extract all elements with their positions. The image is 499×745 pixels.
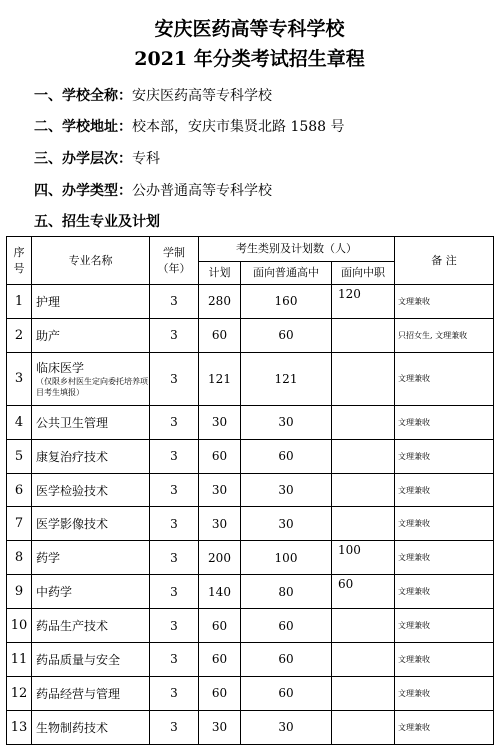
cell-note: 文理兼收 [395, 405, 494, 439]
cell-years: 3 [150, 643, 199, 677]
table-row [7, 609, 494, 643]
cell-name-note: （仅限乡村医生定向委托培养项目考生填报） [36, 377, 148, 398]
cell-note: 文理兼收 [395, 541, 494, 575]
cell-years: 3 [150, 710, 199, 744]
cell-plan: 30 [199, 473, 241, 507]
cell-years: 3 [150, 473, 199, 507]
cell-high-school: 30 [241, 405, 332, 439]
cell-no: 13 [7, 710, 32, 744]
info-value: 安庆医药高等专科学校 [132, 88, 272, 104]
cell-high-school: 60 [241, 643, 332, 677]
cell-name: 康复治疗技术 [32, 439, 150, 473]
cell-note: 文理兼收 [395, 473, 494, 507]
cell-name: 医学影像技术 [32, 507, 150, 541]
cell-name: 药品质量与安全 [32, 643, 150, 677]
info-key: 四、办学类型： [34, 183, 132, 199]
table-row [7, 507, 494, 541]
info-key: 三、办学层次： [34, 151, 132, 167]
col-header-high-school: 面向普通高中 [241, 262, 332, 285]
info-school-name [34, 87, 272, 105]
table-header-row [7, 237, 494, 262]
info-enrollment-heading [34, 213, 160, 231]
cell-plan: 60 [199, 318, 241, 352]
cell-note: 文理兼收 [395, 676, 494, 710]
cell-high-school: 60 [241, 609, 332, 643]
cell-vocational: 100 [332, 541, 395, 575]
cell-years: 3 [150, 318, 199, 352]
cell-name: 生物制药技术 [32, 710, 150, 744]
cell-plan: 121 [199, 352, 241, 405]
cell-years: 3 [150, 285, 199, 319]
cell-note: 文理兼收 [395, 575, 494, 609]
cell-plan: 140 [199, 575, 241, 609]
cell-no: 1 [7, 285, 32, 319]
cell-vocational: 60 [332, 575, 395, 609]
info-key: 五、招生专业及计划 [34, 214, 160, 230]
info-key: 二、学校地址： [34, 119, 132, 135]
cell-note: 文理兼收 [395, 352, 494, 405]
cell-vocational [332, 473, 395, 507]
col-header-note: 备 注 [395, 237, 494, 285]
cell-years: 3 [150, 405, 199, 439]
cell-no: 10 [7, 609, 32, 643]
cell-no: 9 [7, 575, 32, 609]
cell-no: 12 [7, 676, 32, 710]
cell-note: 文理兼收 [395, 439, 494, 473]
cell-note: 文理兼收 [395, 285, 494, 319]
col-header-plan: 计划 [199, 262, 241, 285]
cell-high-school: 60 [241, 439, 332, 473]
col-header-no: 序 号 [7, 237, 32, 285]
cell-note: 文理兼收 [395, 507, 494, 541]
cell-name: 护理 [32, 285, 150, 319]
table-row [7, 643, 494, 677]
enrollment-plan-table [6, 236, 494, 745]
info-value: 公办普通高等专科学校 [132, 183, 272, 199]
cell-no: 4 [7, 405, 32, 439]
info-school-type [34, 182, 272, 200]
table-row [7, 439, 494, 473]
cell-vocational [332, 710, 395, 744]
cell-vocational [332, 507, 395, 541]
cell-name: 药品经营与管理 [32, 676, 150, 710]
cell-plan: 60 [199, 643, 241, 677]
cell-vocational [332, 676, 395, 710]
cell-plan: 30 [199, 507, 241, 541]
cell-name: 药品生产技术 [32, 609, 150, 643]
cell-high-school: 30 [241, 507, 332, 541]
cell-years: 3 [150, 541, 199, 575]
cell-note: 文理兼收 [395, 609, 494, 643]
cell-vocational [332, 643, 395, 677]
cell-no: 5 [7, 439, 32, 473]
cell-name: 药学 [32, 541, 150, 575]
table-row [7, 285, 494, 319]
cell-name: 助产 [32, 318, 150, 352]
cell-vocational [332, 609, 395, 643]
cell-years: 3 [150, 609, 199, 643]
cell-vocational [332, 439, 395, 473]
cell-note: 只招女生, 文理兼收 [395, 318, 494, 352]
document-title: 安庆医药高等专科学校 [154, 18, 345, 40]
cell-plan: 30 [199, 710, 241, 744]
table-row [7, 352, 494, 405]
cell-high-school: 121 [241, 352, 332, 405]
cell-note: 文理兼收 [395, 710, 494, 744]
col-header-name: 专业名称 [32, 237, 150, 285]
cell-high-school: 160 [241, 285, 332, 319]
cell-high-school: 80 [241, 575, 332, 609]
cell-name [32, 352, 150, 405]
cell-no: 11 [7, 643, 32, 677]
table-row [7, 318, 494, 352]
cell-plan: 60 [199, 439, 241, 473]
cell-plan: 30 [199, 405, 241, 439]
cell-name: 医学检验技术 [32, 473, 150, 507]
info-key: 一、学校全称： [34, 88, 132, 104]
cell-years: 3 [150, 507, 199, 541]
col-header-years: 学制 （年） [150, 237, 199, 285]
col-header-vocational: 面向中职 [332, 262, 395, 285]
cell-high-school: 30 [241, 473, 332, 507]
cell-no: 8 [7, 541, 32, 575]
cell-plan: 60 [199, 676, 241, 710]
cell-note: 文理兼收 [395, 643, 494, 677]
cell-years: 3 [150, 439, 199, 473]
info-school-level [34, 150, 160, 168]
cell-name: 公共卫生管理 [32, 405, 150, 439]
cell-vocational [332, 318, 395, 352]
table-row [7, 575, 494, 609]
info-value: 专科 [132, 151, 160, 167]
table-row [7, 676, 494, 710]
info-school-address [34, 118, 345, 136]
cell-plan: 60 [199, 609, 241, 643]
cell-years: 3 [150, 352, 199, 405]
cell-vocational: 120 [332, 285, 395, 319]
cell-no: 3 [7, 352, 32, 405]
cell-no: 2 [7, 318, 32, 352]
cell-years: 3 [150, 575, 199, 609]
cell-high-school: 100 [241, 541, 332, 575]
cell-high-school: 30 [241, 710, 332, 744]
cell-name-main: 临床医学 [36, 361, 85, 376]
document-subtitle: 2021 年分类考试招生章程 [134, 48, 365, 70]
info-value: 校本部，安庆市集贤北路 1588 号 [132, 119, 345, 135]
table-row [7, 473, 494, 507]
cell-plan: 280 [199, 285, 241, 319]
cell-vocational [332, 405, 395, 439]
cell-name: 中药学 [32, 575, 150, 609]
cell-no: 7 [7, 507, 32, 541]
cell-high-school: 60 [241, 676, 332, 710]
col-header-group: 考生类别及计划数（人） [199, 237, 395, 262]
cell-vocational [332, 352, 395, 405]
table-row [7, 710, 494, 744]
table-row [7, 541, 494, 575]
table-row [7, 405, 494, 439]
cell-years: 3 [150, 676, 199, 710]
cell-no: 6 [7, 473, 32, 507]
cell-plan: 200 [199, 541, 241, 575]
cell-high-school: 60 [241, 318, 332, 352]
